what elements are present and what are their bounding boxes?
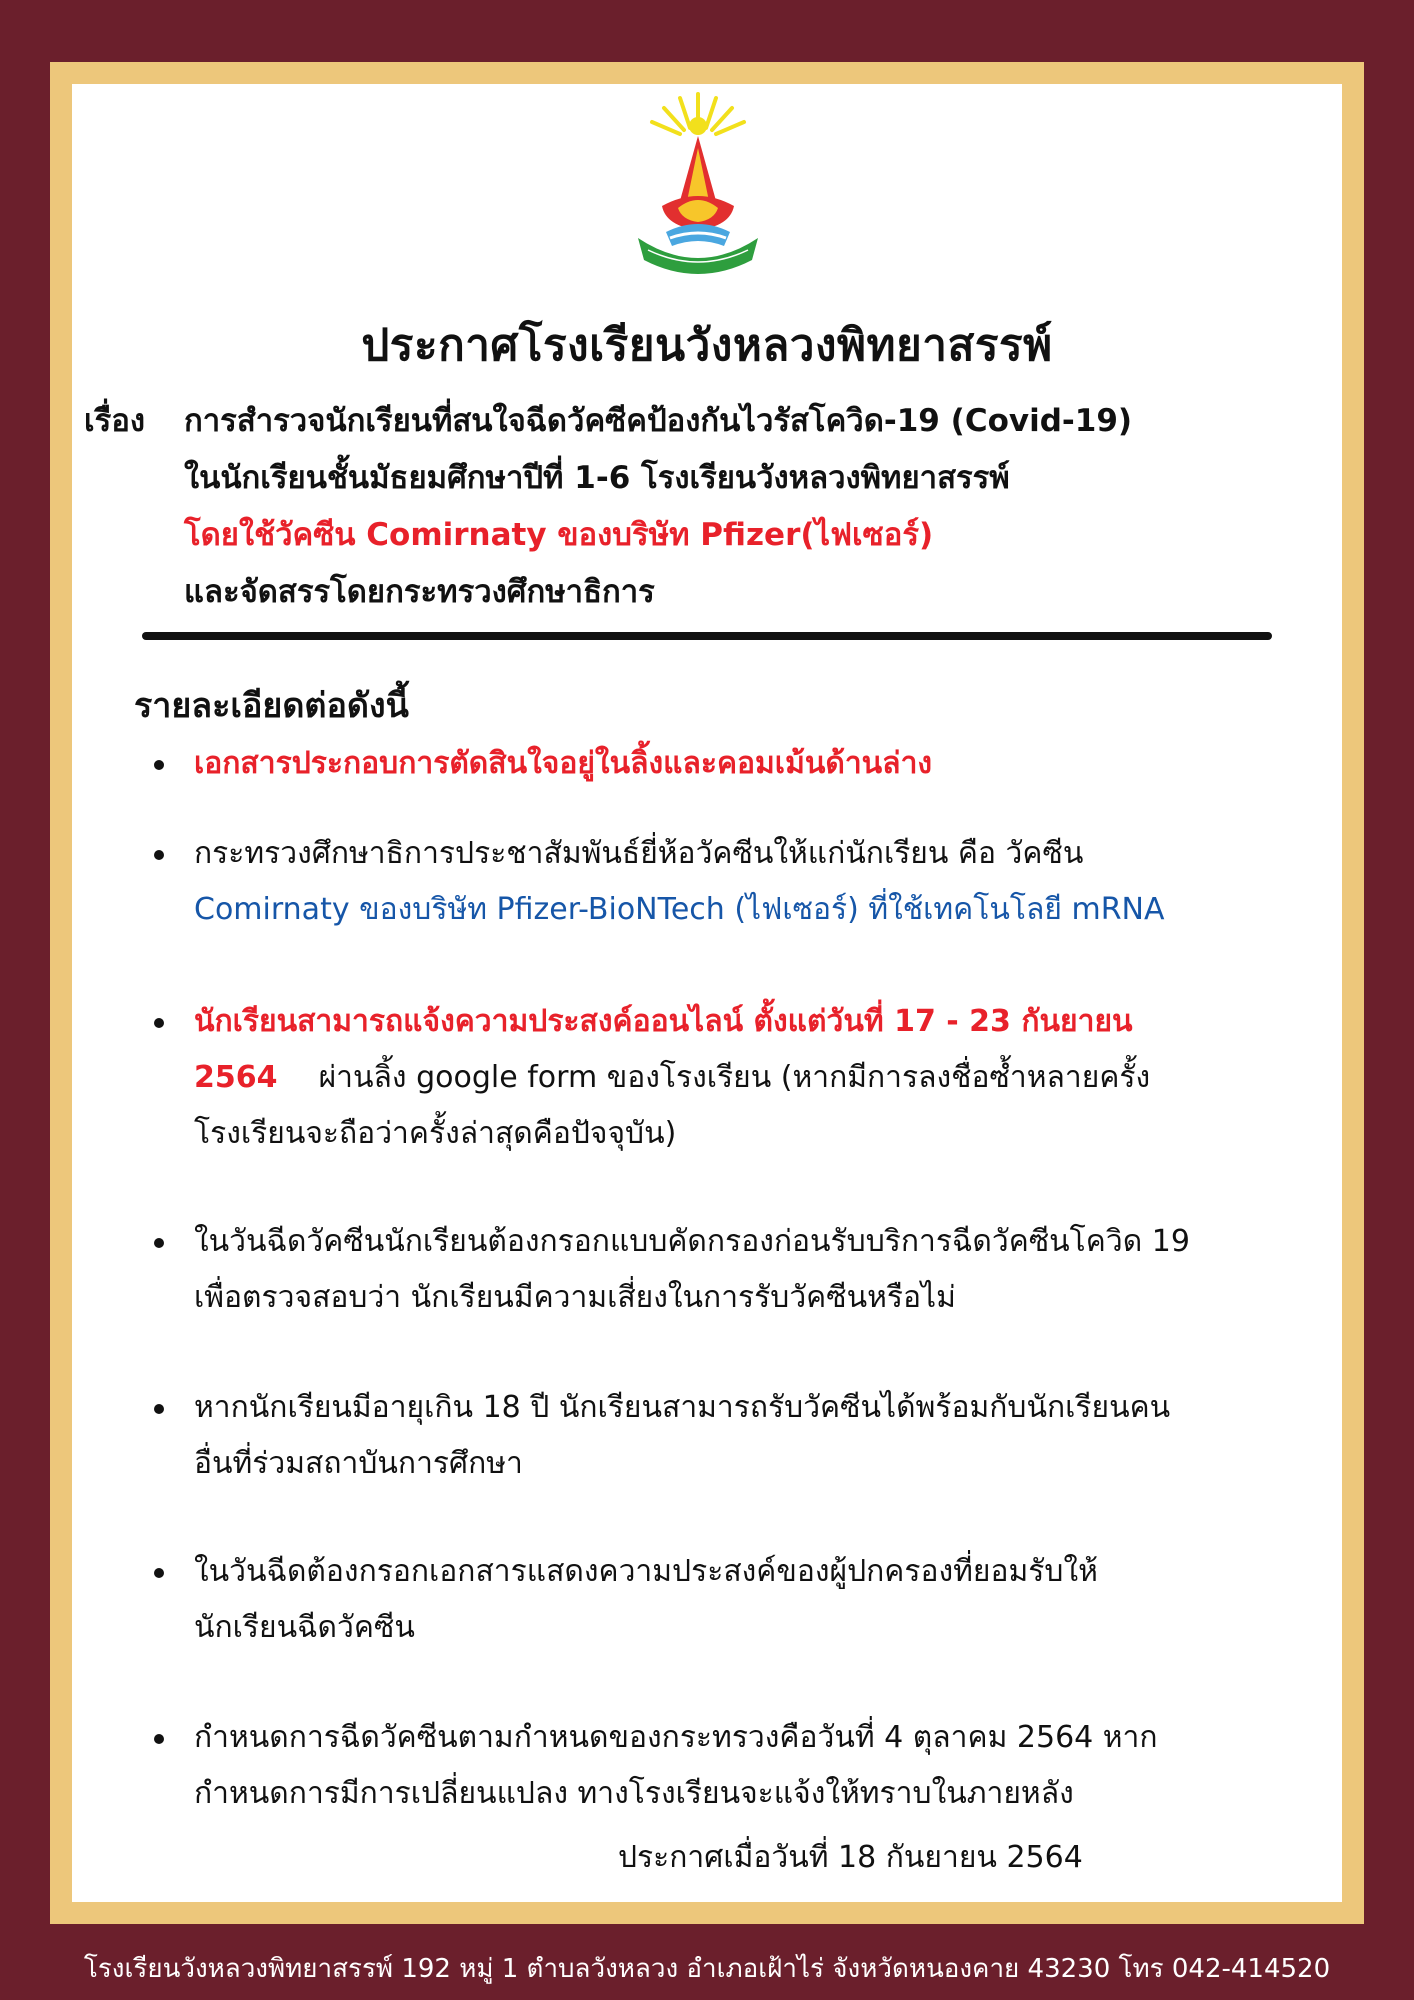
list-item-text: Comirnaty ของบริษัท Pfizer-BioNTech (ไฟเซอร์) ที่ใช้เทคโนโลยี mRNA <box>194 892 1165 927</box>
announcement-date: ประกาศเมื่อวันที่ 18 กันยายน 2564 <box>618 1840 1083 1875</box>
bullet-dot-icon <box>154 850 164 860</box>
bullet-dot-icon <box>154 1404 164 1414</box>
list-item-text: ในวันฉีดต้องกรอกเอกสารแสดงความประสงค์ของผู้ปกครองที่ยอมรับให้ <box>194 1554 1098 1589</box>
footer-address: โรงเรียนวังหลวงพิทยาสรรพ์ 192 หมู่ 1 ตำบลวังหลวง อำเภอเฝ้าไร่ จังหวัดหนองคาย 43230 โทร 042-414520 <box>83 1954 1331 1984</box>
subject-line-1: การสำรวจนักเรียนที่สนใจฉีดวัคซีคป้องกันไวรัสโควิด-19 (Covid-19) <box>184 403 1133 439</box>
list-item-text: 2564 <box>194 1060 278 1095</box>
list-item-text: เอกสารประกอบการตัดสินใจอยู่ในลิ้งและคอมเม้นด้านล่าง <box>194 746 933 781</box>
subject-line-3: โดยใช้วัคซีน Comirnaty ของบริษัท Pfizer(ไฟเซอร์) <box>184 517 934 553</box>
subject-line-4: และจัดสรรโดยกระทรวงศึกษาธิการ <box>184 574 655 610</box>
page-title: ประกาศโรงเรียนวังหลวงพิทยาสรรพ์ <box>361 320 1053 371</box>
bullet-dot-icon <box>154 760 164 770</box>
list-item-text: กำหนดการมีการเปลี่ยนแปลง ทางโรงเรียนจะแจ้งให้ทราบในภายหลัง <box>194 1776 1074 1811</box>
school-emblem-logo <box>618 88 778 278</box>
list-item-text: กำหนดการฉีดวัคซีนตามกำหนดของกระทรวงคือวันที่ 4 ตุลาคม 2564 หาก <box>194 1720 1158 1755</box>
list-item-text: กระทรวงศึกษาธิการประชาสัมพันธ์ยี่ห้อวัคซีนให้แก่นักเรียน คือ วัคซีน <box>194 836 1084 871</box>
bullet-dot-icon <box>154 1568 164 1578</box>
bullet-dot-icon <box>154 1238 164 1248</box>
subject-label: เรื่อง <box>84 403 146 439</box>
bullet-dot-icon <box>154 1734 164 1744</box>
list-item-text: อื่นที่ร่วมสถาบันการศึกษา <box>194 1446 523 1481</box>
list-item-text: เพื่อตรวจสอบว่า นักเรียนมีความเสี่ยงในการรับวัคซีนหรือไม่ <box>194 1280 956 1315</box>
list-item-text: นักเรียนฉีดวัคซีน <box>194 1610 415 1645</box>
list-item-text: ในวันฉีดวัคซีนนักเรียนต้องกรอกแบบคัดกรองก่อนรับบริการฉีดวัคซีนโควิด 19 <box>194 1224 1190 1259</box>
list-item-text: โรงเรียนจะถือว่าครั้งล่าสุดคือปัจจุบัน) <box>194 1116 677 1151</box>
subject-line-2: ในนักเรียนชั้นมัธยมศึกษาปีที่ 1-6 โรงเรียนวังหลวงพิทยาสรรพ์ <box>184 460 1010 496</box>
bullet-dot-icon <box>154 1018 164 1028</box>
list-item-text: หากนักเรียนมีอายุเกิน 18 ปี นักเรียนสามารถรับวัคซีนได้พร้อมกับนักเรียนคน <box>194 1390 1171 1425</box>
list-item-text: นักเรียนสามารถแจ้งความประสงค์ออนไลน์ ตั้งแต่วันที่ 17 - 23 กันยายน <box>194 1004 1133 1039</box>
list-item-text: ผ่านลิ้ง google form ของโรงเรียน (หากมีการลงชื่อซ้ำหลายครั้ง <box>318 1060 1151 1095</box>
details-heading: รายละเอียดต่อดังนี้ <box>134 686 409 726</box>
section-divider <box>142 632 1272 640</box>
